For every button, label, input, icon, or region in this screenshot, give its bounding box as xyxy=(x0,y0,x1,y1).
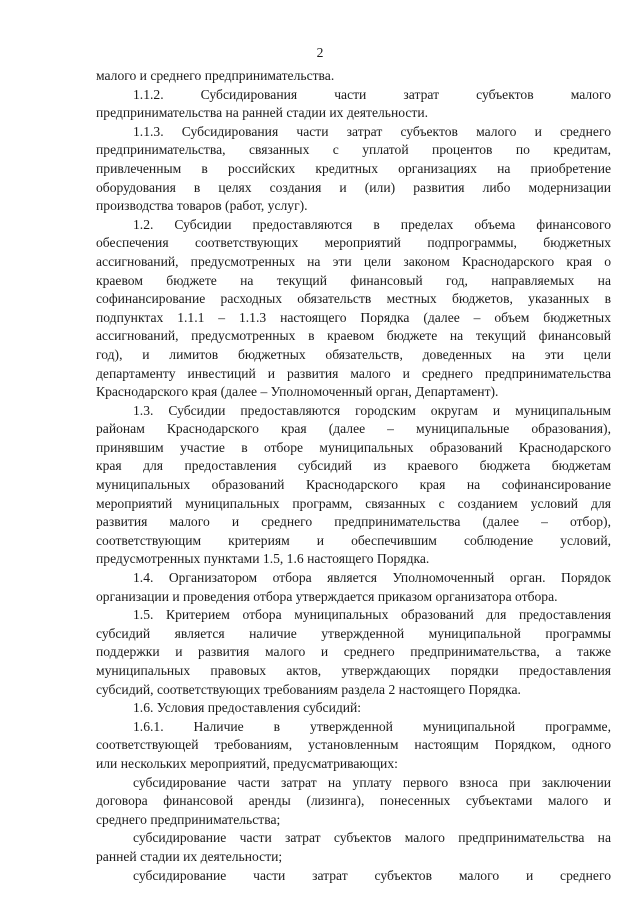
text-line: 1.6. Условия предоставления субсидий: xyxy=(133,700,362,716)
text-line: предпринимательства, связанных с уплатой процентов по кредитам, xyxy=(96,142,611,158)
text-line: ранней стадии их деятельности; xyxy=(96,848,283,864)
text-line: ассигнований, предусмотренных в краевом бюджете на текущий финансовый xyxy=(96,328,611,344)
text-line: развития малого и среднего предпринимательства (далее – отбор), xyxy=(96,514,611,530)
text-line: Краснодарского края (далее – Уполномоченный орган, Департамент). xyxy=(96,384,499,400)
text-line: 1.1.2. Субсидирования части затрат субъектов малого xyxy=(133,86,611,102)
text-line: год), и лимитов бюджетных обязательств, доведенных на эти цели xyxy=(96,346,611,362)
text-line: субсидирование части затрат субъектов малого предпринимательства на xyxy=(133,830,611,846)
text-line: краевом бюджете на текущий финансовый год, направляемых на xyxy=(96,272,611,288)
text-line: 1.3. Субсидии предоставляются городским округам и муниципальным xyxy=(133,402,611,418)
text-line: 1.2. Субсидии предоставляются в пределах объема финансового xyxy=(133,216,611,232)
text-line: соответствующей требованиям, установленным настоящим Порядком, одного xyxy=(96,737,611,753)
text-line: мероприятий муниципальных программ, связанных с созданием условий для xyxy=(96,495,611,511)
text-line: соответствующим критериям и обеспечившим соблюдение условий, xyxy=(96,532,611,548)
text-line: малого и среднего предпринимательства. xyxy=(96,68,335,83)
text-line: производства товаров (работ, услуг). xyxy=(96,198,308,214)
text-line: ассигнований, предусмотренных на эти цели законом Краснодарского края о xyxy=(96,253,611,269)
text-line: районам Краснодарского края (далее – муниципальные образования), xyxy=(96,421,611,437)
text-line: софинансирование расходных обязательств местных бюджетов, указанных в xyxy=(96,291,611,307)
text-line: субсидий является наличие утвержденной муниципальной программы xyxy=(96,625,611,641)
text-line: подпунктах 1.1.1 – 1.1.3 настоящего Порядка (далее – объем бюджетных xyxy=(96,309,611,325)
page-number: 2 xyxy=(316,45,324,60)
text-line: обеспечения соответствующих мероприятий подпрограммы, бюджетных xyxy=(96,235,611,251)
text-line: привлеченным в российских кредитных организациях на приобретение xyxy=(96,160,611,176)
text-line: субсидирование части затрат субъектов малого и среднего xyxy=(133,867,611,883)
text-line: принявшим участие в отборе муниципальных образований Краснодарского xyxy=(96,439,611,455)
text-line: муниципальных образований Краснодарского края на софинансирование xyxy=(96,477,611,493)
text-line: договора финансовой аренды (лизинга), понесенных субъектами малого и xyxy=(96,793,611,809)
text-line: среднего предпринимательства; xyxy=(96,811,281,827)
text-line: 1.6.1. Наличие в утвержденной муниципальной программе, xyxy=(133,718,611,734)
text-line: поддержки и развития малого и среднего предпринимательства, а также xyxy=(96,644,611,660)
text-line: муниципальных правовых актов, утверждающих порядки предоставления xyxy=(96,663,611,678)
text-line: субсидий, соответствующих требованиям раздела 2 настоящего Порядка. xyxy=(96,681,521,697)
text-line: предпринимательства на ранней стадии их деятельности. xyxy=(96,105,429,121)
text-line: субсидирование части затрат на уплату первого взноса при заключении xyxy=(133,774,611,790)
text-line: оборудования в целях создания и (или) развития либо модернизации xyxy=(96,179,611,195)
text-line: края для предоставления субсидий из краевого бюджета бюджетам xyxy=(96,458,611,474)
text-line: департаменту инвестиций и развития малого и среднего предпринимательства xyxy=(96,365,611,381)
text-line: 1.5. Критерием отбора муниципальных образований для предоставления xyxy=(133,607,611,623)
document-body xyxy=(96,67,611,885)
text-line: 1.4. Организатором отбора является Уполномоченный орган. Порядок xyxy=(133,570,611,586)
text-line: или нескольких мероприятий, предусматривающих: xyxy=(96,755,398,771)
text-line: предусмотренных пунктами 1.5, 1.6 настоящего Порядка. xyxy=(96,551,430,567)
text-line: 1.1.3. Субсидирования части затрат субъектов малого и среднего xyxy=(133,123,611,139)
text-line: организации и проведения отбора утверждается приказом организатора отбора. xyxy=(96,588,558,604)
